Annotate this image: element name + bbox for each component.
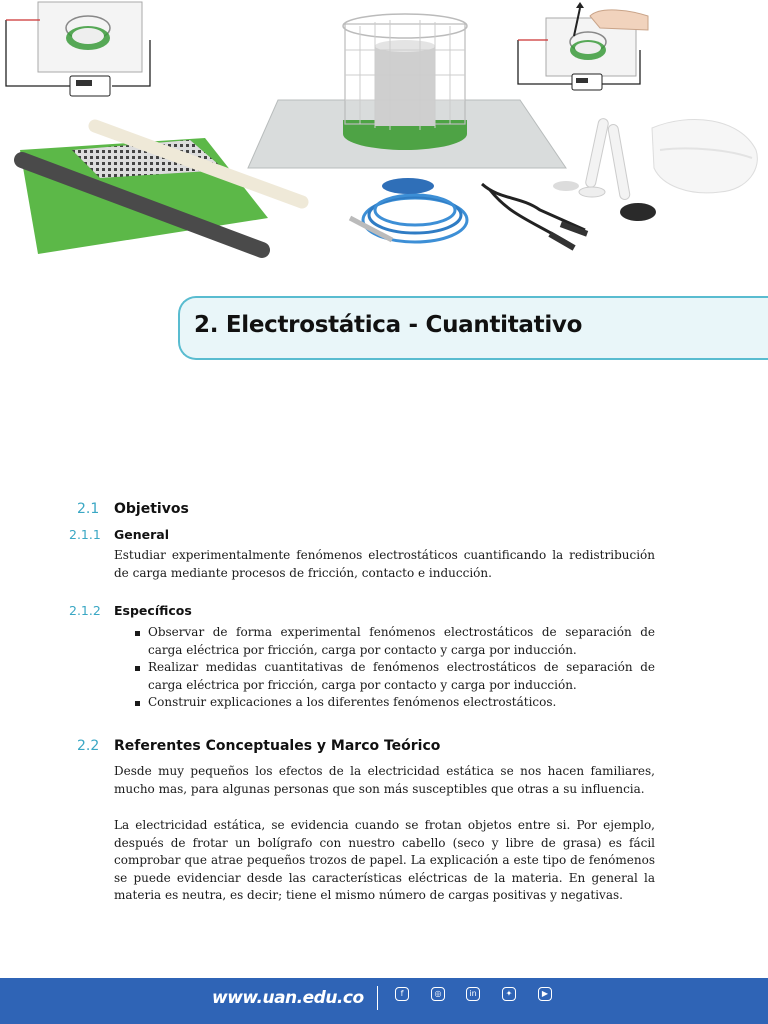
- website-link[interactable]: www.uan.edu.co: [212, 988, 364, 1008]
- list-item: Construir explicaciones a los diferentes fenómenos electrostáticos.: [132, 694, 655, 712]
- general-objective-text: Estudiar experimentalmente fenómenos electrostáticos cuantificando la redistribución de carga mediante procesos de fricción, contacto e inducción.: [114, 548, 655, 580]
- faraday-cage: [248, 14, 566, 168]
- youtube-link[interactable]: [527, 987, 563, 1017]
- subsection-number: 2.1.1: [69, 527, 101, 542]
- instagram-icon: ◎: [431, 987, 445, 1001]
- subsection-title-general: General: [114, 527, 169, 542]
- white-cloth: [652, 119, 757, 192]
- chapter-title-banner: [178, 296, 768, 360]
- chapter-title: 2. Electrostática - Cuantitativo: [194, 312, 583, 338]
- faraday-pail-diagram-right: [518, 2, 648, 90]
- section-title-objetivos: Objetivos: [114, 501, 189, 517]
- section-number: 2.2: [77, 738, 100, 754]
- subsection-title-especificos: Específicos: [114, 603, 192, 618]
- specific-objectives-list: [132, 624, 655, 712]
- subsection-number: 2.1.2: [69, 603, 101, 618]
- equipment-illustration: [0, 0, 768, 285]
- faraday-pail-diagram-left: [6, 2, 150, 96]
- twitter-icon: ✦: [502, 987, 516, 1001]
- paragraph: Desde muy pequeños los efectos de la electricidad estática se nos hacen familiares, mucho mas, para algunas personas que son más susceptibles que otras a su influencia.: [114, 764, 655, 796]
- facebook-icon: f: [395, 987, 409, 1001]
- proof-planes: [553, 118, 656, 221]
- alligator-cables: [482, 184, 588, 251]
- twitter-link[interactable]: [491, 987, 527, 1017]
- instagram-link[interactable]: [420, 987, 456, 1017]
- footer-divider: [377, 986, 378, 1010]
- linkedin-link[interactable]: [455, 987, 491, 1017]
- footer-bar: [0, 978, 768, 1024]
- list-item: Observar de forma experimental fenómenos electrostáticos de separación de carga eléctrica por fricción, carga por contacto y carga por inducción.: [132, 624, 655, 659]
- list-item: Realizar medidas cuantitativas de fenómenos electrostáticos de separación de carga eléctrica por fricción, carga por contacto y carga por inducción.: [132, 659, 655, 694]
- youtube-icon: ▶: [538, 987, 552, 1001]
- section-title-referentes: Referentes Conceptuales y Marco Teórico: [114, 738, 441, 754]
- linkedin-icon: in: [466, 987, 480, 1001]
- ground-cable: [350, 178, 467, 242]
- paragraph: La electricidad estática, se evidencia cuando se frotan objetos entre si. Por ejemplo, después de frotar un bolígrafo con nuestro cabello (seco y libre de grasa) es fácil comprobar que atrae pequeños trozos de papel. La explicación a este tipo de fenómenos se puede evidenciar desde las características eléctricas de la materia. En general la materia es neutra, es decir; tiene el mismo número de cargas positivas y negativas.: [114, 818, 655, 902]
- section-number: 2.1: [77, 501, 100, 517]
- facebook-link[interactable]: [384, 987, 420, 1017]
